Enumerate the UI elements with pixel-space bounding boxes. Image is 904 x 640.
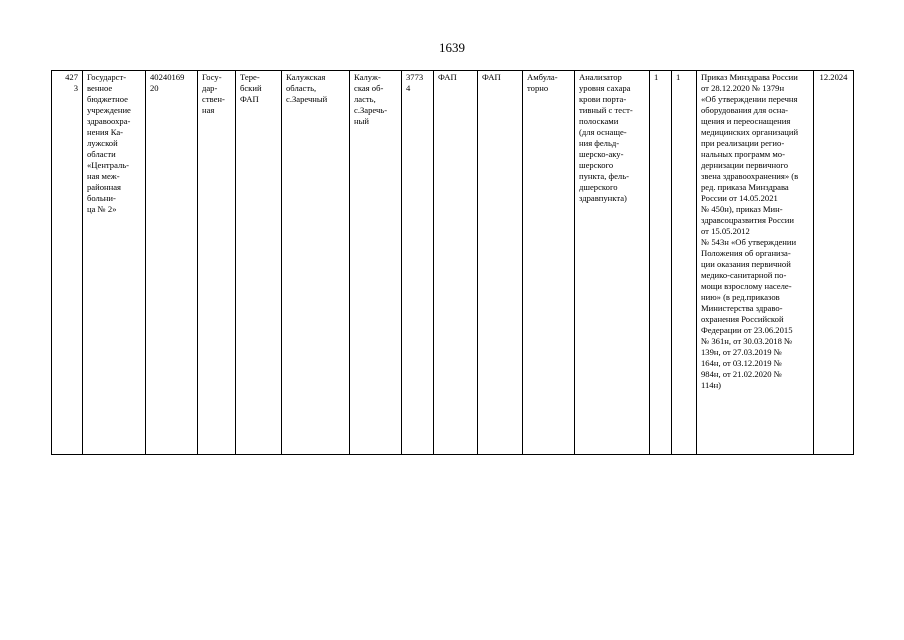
cell-unit-subtype: ФАП	[478, 71, 523, 455]
cell-care-type: Амбула- торно	[523, 71, 575, 455]
cell-date: 12.2024	[814, 71, 854, 455]
registry-table	[51, 70, 854, 455]
cell-legal-basis: Приказ Минздрава России от 28.12.2020 № 1379н «Об утверждении перечня оборудования для осна- щения и переоснащения медицинских организаций при реализации регио- нальных программ мо- дернизации первичного звена здравоохранения» (в ред. приказа Минздрава России от 14.05.2021 № 450н), приказ Мин- здравсоцразвития России от 15.05.2012 № 543н «Об утверждении Положения об организа- ции оказания первичной медико-санитарной по- мощи взрослому населе- нию» (в ред.приказов Министерства здраво- охранения Российской Федерации от 23.06.2015 № 361н, от 30.03.2018 № 139н, от 27.03.2019 № 164н, от 03.12.2019 № 984н, от 21.02.2020 № 114н)	[697, 71, 814, 455]
cell-qty-required: 1	[650, 71, 672, 455]
table-row	[52, 71, 854, 455]
page-number: 1639	[439, 40, 465, 55]
cell-organization: Государст- венное бюджетное учреждение здравоохра- нения Ка- лужской области «Централь- ная меж- районная больни- ца № 2»	[83, 71, 146, 455]
cell-equipment: Анализатор уровня сахара крови порта- тивный с тест- полосками (для оснаще- ния фельд- шерско-аку- шерского пункта, фель- дшерского здравпункта)	[575, 71, 650, 455]
cell-row-number: 427 3	[52, 71, 83, 455]
cell-unit-type: ФАП	[434, 71, 478, 455]
cell-address: Калужская область, с.Заречный	[282, 71, 350, 455]
cell-inn: 40240169 20	[146, 71, 198, 455]
cell-address-short: Калуж- ская об- ласть, с.Заречь- ный	[350, 71, 402, 455]
cell-code: 3773 4	[402, 71, 434, 455]
cell-ownership: Госу- дар- ствен- ная	[198, 71, 236, 455]
cell-qty-actual: 1	[672, 71, 697, 455]
cell-facility-name: Тере- бский ФАП	[236, 71, 282, 455]
